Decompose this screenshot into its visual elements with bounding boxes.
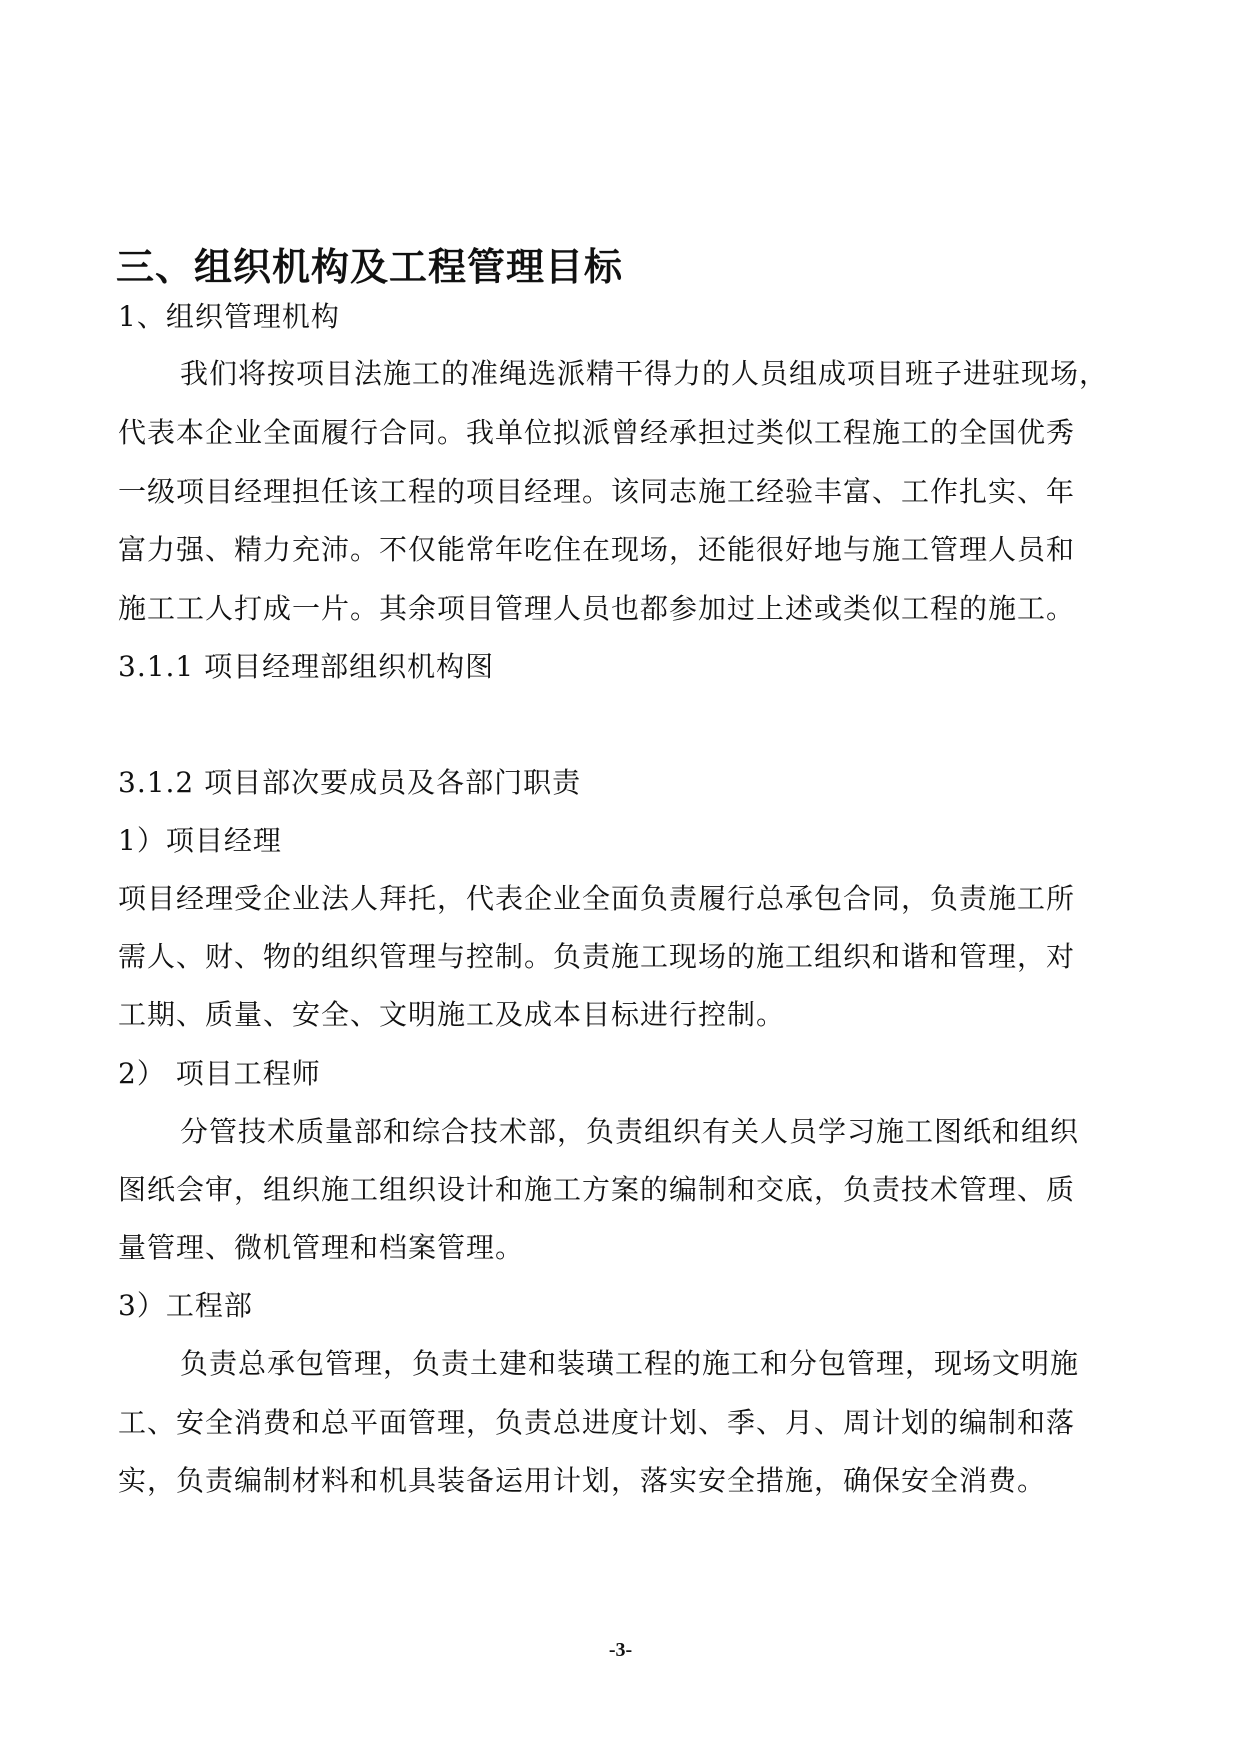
subsection-heading: 1、组织管理机构 [118, 300, 340, 333]
paragraph-line: 需人、财、物的组织管理与控制。负责施工现场的施工组织和谐和管理，对 [118, 940, 1076, 973]
paragraph-line: 工、安全消费和总平面管理，负责总进度计划、季、月、周计划的编制和落 [118, 1406, 1076, 1439]
paragraph-line: 量管理、微机管理和档案管理。 [118, 1231, 525, 1264]
paragraph-line: 富力强、精力充沛。不仅能常年吃住在现场，还能很好地与施工管理人员和 [118, 533, 1076, 566]
page-number: -3- [608, 1639, 633, 1661]
paragraph-line: 一级项目经理担任该工程的项目经理。该同志施工经验丰富、工作扎实、年 [118, 475, 1076, 508]
paragraph-line: 负责总承包管理，负责土建和装璜工程的施工和分包管理，现场文明施 [180, 1347, 1080, 1380]
paragraph-line: 工期、质量、安全、文明施工及成本目标进行控制。 [118, 998, 786, 1031]
paragraph-line: 我们将按项目法施工的准绳选派精干得力的人员组成项目班子进驻现场， [180, 357, 1109, 390]
paragraph-line: 施工工人打成一片。其余项目管理人员也都参加过上述或类似工程的施工。 [118, 592, 1076, 625]
paragraph-line: 代表本企业全面履行合同。我单位拟派曾经承担过类似工程施工的全国优秀 [118, 416, 1076, 449]
subsection-heading: 3.1.2 项目部次要成员及各部门职责 [118, 766, 582, 799]
role-heading: 1）项目经理 [118, 824, 282, 857]
paragraph-line: 实，负责编制材料和机具装备运用计划，落实安全措施，确保安全消费。 [118, 1464, 1047, 1497]
role-heading: 3）工程部 [118, 1289, 253, 1322]
paragraph-line: 分管技术质量部和综合技术部，负责组织有关人员学习施工图纸和组织 [180, 1115, 1080, 1148]
paragraph-line: 项目经理受企业法人拜托，代表企业全面负责履行总承包合同，负责施工所 [118, 882, 1076, 915]
role-heading: 2） 项目工程师 [118, 1057, 321, 1090]
subsection-heading: 3.1.1 项目经理部组织机构图 [118, 650, 495, 683]
paragraph-line: 图纸会审，组织施工组织设计和施工方案的编制和交底，负责技术管理、质 [118, 1173, 1076, 1206]
section-title: 三、组织机构及工程管理目标 [116, 245, 624, 289]
